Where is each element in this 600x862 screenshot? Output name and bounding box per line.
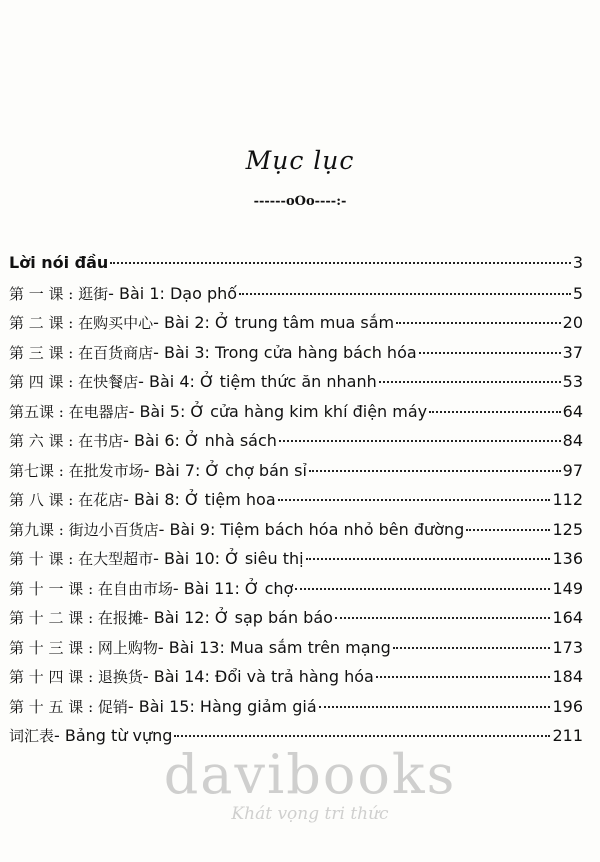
toc-entry-lesson: 第九课 : 街边小百货店 xyxy=(9,520,159,539)
toc-entry xyxy=(9,725,583,755)
toc-entry-title: - Bài 8: Ở tiệm hoa xyxy=(123,490,276,509)
toc-entry-title: - Bài 1: Dạo phố xyxy=(108,283,238,303)
toc-entry-page: 3 xyxy=(572,253,583,272)
toc-entry-leader xyxy=(279,440,561,442)
toc-entry xyxy=(9,519,583,549)
title-divider: ------oOo----:- xyxy=(253,194,347,209)
toc-entry-leader xyxy=(376,676,551,678)
toc-entry-lesson: 第 三 课 : 在百货商店 xyxy=(9,343,154,362)
toc-entry-leader xyxy=(174,735,550,737)
toc-entry xyxy=(9,342,583,372)
toc-entry-page: 84 xyxy=(562,431,583,450)
toc-entry-title: - Bài 4: Ở tiệm thức ăn nhanh xyxy=(138,372,377,391)
toc-entry-page: 184 xyxy=(552,667,583,686)
toc-entry xyxy=(9,253,583,283)
toc-entry-leader xyxy=(379,381,561,383)
toc-entry-page: 149 xyxy=(552,578,583,598)
toc-entry-leader xyxy=(335,617,551,619)
toc-entry-leader xyxy=(429,411,561,413)
toc-entry xyxy=(9,666,583,696)
toc-entry-leader xyxy=(278,499,551,501)
toc-entry-leader xyxy=(110,262,570,264)
toc-entry-leader xyxy=(396,322,561,324)
toc-entry xyxy=(9,430,583,460)
watermark-brand: davibooks xyxy=(163,743,457,806)
toc-entry-title: - Bài 11: Ở chợ xyxy=(172,578,294,598)
watermark-slogan: Khát vọng tri thức xyxy=(231,804,389,824)
toc-entry-lesson: 第 一 课 : 逛街 xyxy=(9,284,109,303)
toc-entry-leader xyxy=(419,352,561,354)
toc-entry-lesson: 第 十 三 课 : 网上购物 xyxy=(9,638,158,657)
toc-entry-lesson: 第 八 课 : 在花店 xyxy=(9,491,124,509)
table-of-contents xyxy=(9,253,583,755)
toc-entry-title: - Bài 6: Ở nhà sách xyxy=(123,431,277,450)
toc-entry-lesson: 第七课 : 在批发市场 xyxy=(9,461,144,480)
toc-entry-lesson: 第 十 二 课 : 在报摊 xyxy=(9,609,143,627)
toc-entry xyxy=(9,489,583,519)
toc-entry-page: 53 xyxy=(562,372,583,391)
toc-entry-title: - Bài 7: Ở chợ bán sỉ xyxy=(143,460,307,480)
toc-entry-page: 20 xyxy=(562,313,583,332)
toc-entry-page: 64 xyxy=(562,401,583,421)
toc-entry-lesson: 第 二 课 : 在购买中心 xyxy=(9,314,154,332)
toc-entry-title: - Bài 15: Hàng giảm giá xyxy=(127,696,317,716)
toc-entry-page: 173 xyxy=(552,637,583,657)
toc-entry xyxy=(9,607,583,637)
toc-entry-title: - Bài 14: Đổi và trả hàng hóa xyxy=(142,667,374,686)
toc-entry xyxy=(9,283,583,313)
toc-entry-page: 164 xyxy=(552,608,583,627)
toc-entry-lesson: 第 十 五 课 : 促销 xyxy=(9,697,128,716)
toc-entry-title: - Bài 5: Ở cửa hàng kim khí điện máy xyxy=(128,401,428,421)
toc-entry-lesson: 第 四 课 : 在快餐店 xyxy=(9,373,139,391)
toc-entry-lesson: 词汇表 xyxy=(9,727,55,745)
watermark xyxy=(150,743,470,824)
toc-entry-title: - Bài 2: Ở trung tâm mua sắm xyxy=(153,313,395,332)
toc-entry xyxy=(9,401,583,431)
toc-entry-title: - Bài 10: Ở siêu thị xyxy=(153,549,304,568)
toc-entry-title: - Bài 3: Trong cửa hàng bách hóa xyxy=(153,342,417,362)
toc-entry-page: 196 xyxy=(552,696,583,716)
toc-entry-leader xyxy=(306,558,551,560)
toc-entry xyxy=(9,371,583,401)
toc-entry-page: 37 xyxy=(562,342,583,362)
toc-entry-title: - Bài 12: Ở sạp bán báo xyxy=(142,608,333,627)
toc-entry-page: 211 xyxy=(552,726,583,745)
toc-entry-page: 125 xyxy=(552,519,583,539)
toc-entry-leader xyxy=(309,470,561,472)
toc-entry-leader xyxy=(393,647,551,649)
toc-entry xyxy=(9,312,583,342)
toc-entry-page: 136 xyxy=(552,549,583,568)
page-title: Mục lục xyxy=(245,146,355,175)
toc-entry xyxy=(9,578,583,608)
toc-entry-leader xyxy=(466,529,550,531)
toc-entry xyxy=(9,696,583,726)
toc-entry-page: 97 xyxy=(562,460,583,480)
toc-entry-page: 112 xyxy=(552,490,583,509)
toc-entry-lesson: 第 十 课 : 在大型超市 xyxy=(9,550,154,568)
toc-entry-leader xyxy=(239,293,571,295)
toc-entry-lesson: 第 六 课 : 在书店 xyxy=(9,432,124,450)
toc-entry-title: - Bài 9: Tiệm bách hóa nhỏ bên đường xyxy=(158,519,465,539)
toc-entry-lesson: 第 十 一 课 : 在自由市场 xyxy=(9,579,173,598)
toc-entry-page: 5 xyxy=(572,283,583,303)
toc-entry-title: - Bảng từ vựng xyxy=(54,726,173,745)
toc-entry-leader xyxy=(295,588,550,590)
toc-entry xyxy=(9,548,583,578)
toc-entry-lesson: 第 十 四 课 : 退换货 xyxy=(9,668,143,686)
toc-entry-title: - Bài 13: Mua sắm trên mạng xyxy=(157,637,391,657)
toc-entry-lesson: 第五课 : 在电器店 xyxy=(9,402,129,421)
toc-entry-title: Lời nói đầu xyxy=(9,253,109,272)
toc-entry xyxy=(9,637,583,667)
toc-entry xyxy=(9,460,583,490)
toc-entry-leader xyxy=(319,706,551,708)
